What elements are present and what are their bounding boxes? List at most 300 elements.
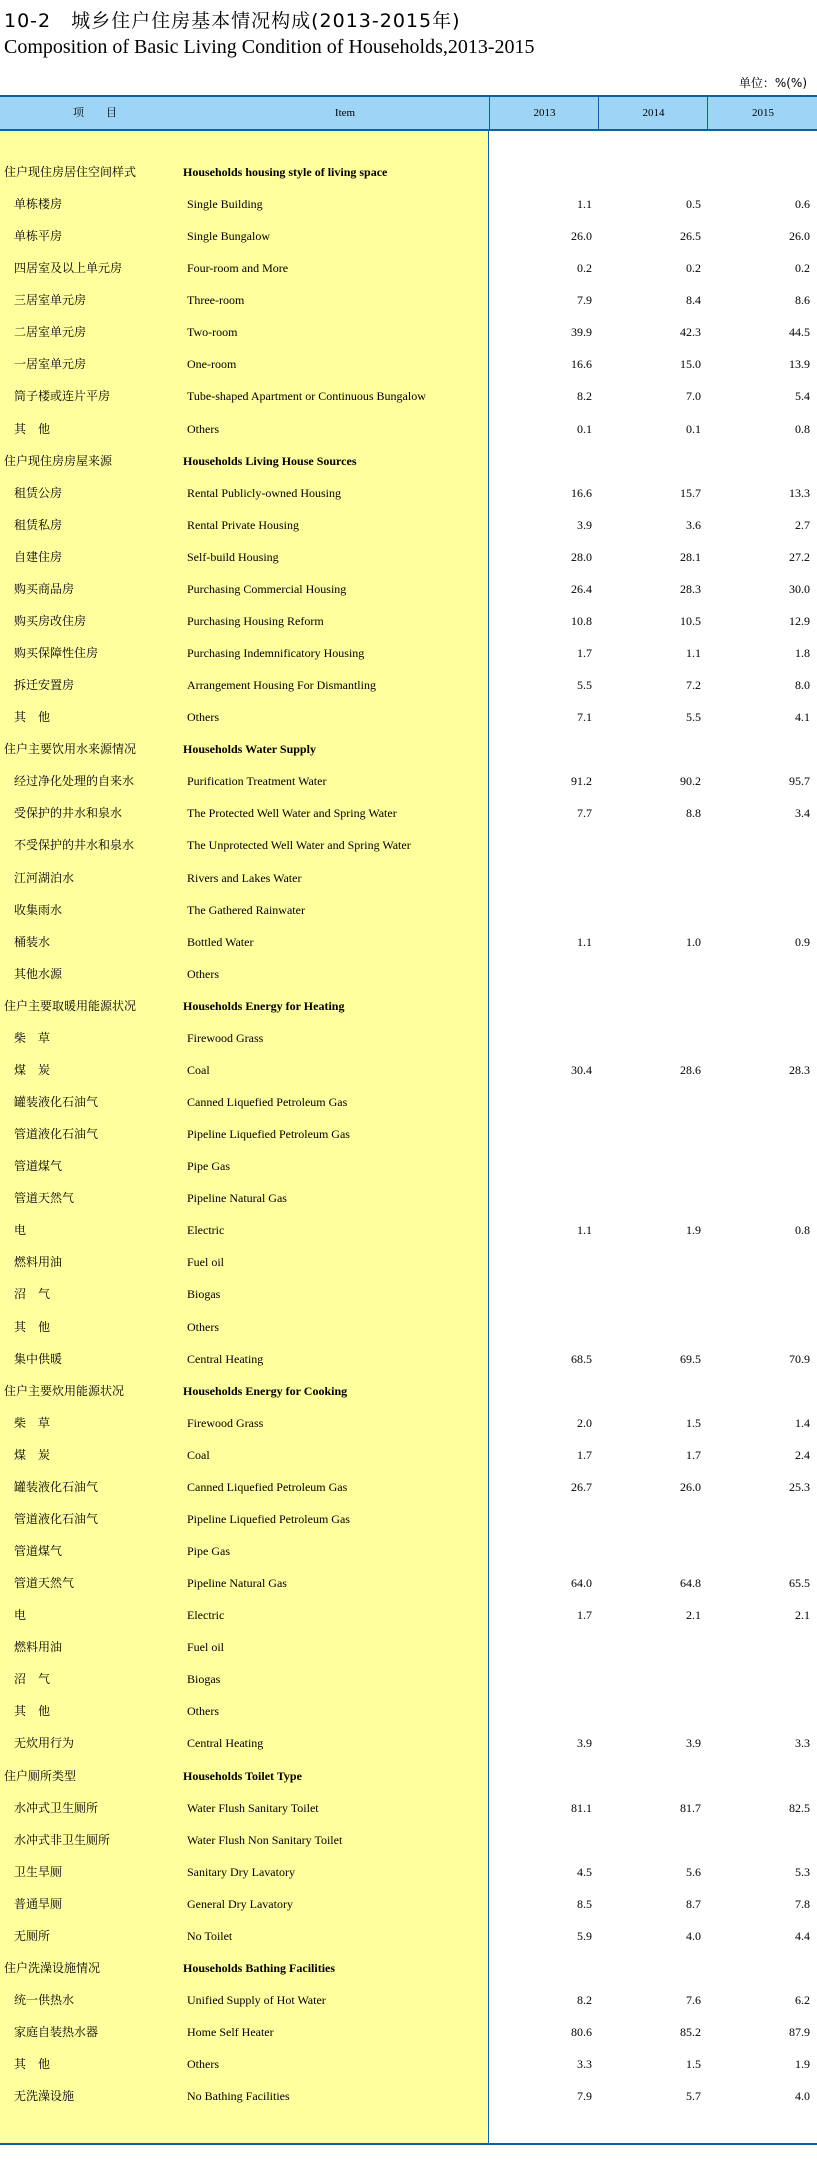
table-row [0,1118,817,1150]
value-2015: 25.3 [789,1479,810,1494]
value-2013: 26.4 [571,581,592,596]
value-2014: 7.6 [686,1992,701,2007]
item-cn: 燃料用油 [14,1255,63,1270]
table-row [0,829,817,861]
item-en: Central Heating [187,1736,264,1751]
item-cn: 管道煤气 [14,1159,63,1174]
item-cn: 不受保护的井水和泉水 [14,838,135,853]
item-cn: 电 [14,1608,27,1623]
table-row [0,284,817,316]
table-row [0,1343,817,1375]
item-en: General Dry Lavatory [187,1896,293,1911]
item-cn: 住户现住房居住空间样式 [4,165,137,179]
value-2015: 8.0 [795,678,810,693]
table-row [0,1824,817,1856]
category-row [0,1375,817,1407]
item-en: Water Flush Sanitary Toilet [187,1800,319,1815]
item-en: Two-room [187,325,238,340]
value-2013: 0.2 [577,261,592,276]
item-cn: 其 他 [14,2057,51,2072]
table-row [0,541,817,573]
item-en: Coal [187,1062,210,1077]
value-2013: 5.5 [577,678,592,693]
item-en: Pipe Gas [187,1544,230,1558]
item-en: Pipeline Natural Gas [187,1576,287,1591]
value-2014: 3.9 [686,1736,701,1751]
value-2014: 5.7 [686,2089,701,2104]
value-2014: 0.5 [686,197,701,212]
item-cn: 江河湖泊水 [14,870,75,885]
value-2015: 30.0 [789,581,810,596]
category-row [0,1952,817,1984]
value-2013: 1.1 [577,197,592,212]
value-2015: 87.9 [789,2025,810,2040]
table-row [0,316,817,348]
value-2013: 5.9 [577,1928,592,1943]
value-2015: 8.6 [795,293,810,308]
table-row [0,894,817,926]
value-2014: 1.5 [686,2057,701,2072]
table-row [0,1407,817,1439]
table-row [0,1503,817,1535]
value-2014: 69.5 [680,1351,701,1366]
title-cn: 10-2 城乡住户住房基本情况构成(2013-2015年) [4,10,461,32]
item-en: Tube-shaped Apartment or Continuous Bungalow [187,389,426,404]
item-cn: 经过净化处理的自来水 [14,774,135,789]
value-2013: 30.4 [571,1062,592,1077]
item-en: Canned Liquefied Petroleum Gas [187,1095,348,1110]
table-row [0,958,817,990]
table-row [0,1535,817,1567]
item-cn: 无厕所 [14,1928,51,1943]
item-en: Three-room [187,293,245,308]
table-row [0,1888,817,1920]
category-row [0,733,817,765]
item-en: Single Bungalow [187,229,270,244]
table-row [0,1054,817,1086]
item-cn: 煤 炭 [14,1062,51,1077]
value-2015: 4.0 [795,2089,810,2104]
table-row [0,477,817,509]
header-item-cn: 项 目 [73,107,117,119]
value-2013: 3.9 [577,517,592,532]
value-2013: 1.7 [577,1608,592,1623]
value-2014: 15.0 [680,357,701,372]
value-2015: 0.8 [795,1223,810,1238]
value-2014: 28.1 [680,549,701,564]
value-2013: 80.6 [571,2025,592,2040]
item-en: Households Living House Sources [183,453,357,468]
table-row [0,1631,817,1663]
item-cn: 煤 炭 [14,1447,51,1462]
value-2013: 26.7 [571,1479,592,1494]
table-row [0,1471,817,1503]
item-cn: 集中供暖 [14,1351,63,1366]
value-2015: 0.2 [795,261,810,276]
item-cn: 租赁公房 [14,485,63,500]
item-en: Canned Liquefied Petroleum Gas [187,1479,348,1494]
item-cn: 租赁私房 [14,517,63,532]
value-2014: 28.3 [680,581,701,596]
item-en: Self-build Housing [187,549,279,564]
item-cn: 住户主要饮用水来源情况 [4,742,137,757]
item-en: Home Self Heater [187,2025,274,2040]
item-cn: 其 他 [14,421,51,436]
value-2013: 1.1 [577,1223,592,1238]
item-cn: 管道煤气 [14,1544,63,1558]
item-en: The Gathered Rainwater [187,902,305,917]
value-2014: 85.2 [680,2025,701,2040]
item-cn: 单栋平房 [14,229,63,244]
item-en: Rivers and Lakes Water [187,870,302,885]
value-2014: 3.6 [686,517,701,532]
table-row [0,926,817,958]
table-row [0,1727,817,1759]
item-en: Households Energy for Cooking [183,1383,348,1398]
table-row [0,1439,817,1471]
value-2014: 8.8 [686,806,701,821]
value-2015: 5.4 [795,389,810,404]
value-2014: 28.6 [680,1062,701,1077]
table-row [0,765,817,797]
header-year-2014: 2014 [598,97,708,129]
item-cn: 受保护的井水和泉水 [14,806,123,821]
value-2013: 8.2 [577,389,592,404]
value-2013: 39.9 [571,325,592,340]
table-row [0,1182,817,1214]
item-en: Electric [187,1223,225,1238]
item-en: Firewood Grass [187,1415,264,1430]
item-cn: 拆迁安置房 [14,678,75,693]
value-2014: 81.7 [680,1800,701,1815]
item-cn: 筒子楼或连片平房 [14,389,111,404]
item-cn: 沼 气 [14,1287,51,1302]
value-2015: 95.7 [789,774,810,789]
value-2015: 0.8 [795,421,810,436]
table-row [0,348,817,380]
category-row [0,156,817,188]
value-2014: 1.5 [686,1415,701,1430]
table-row [0,413,817,445]
value-2013: 0.1 [577,421,592,436]
item-cn: 购买保障性住房 [14,646,99,661]
table-row [0,188,817,220]
value-2013: 1.1 [577,934,592,949]
table-row [0,1246,817,1278]
item-cn: 管道液化石油气 [14,1511,99,1526]
item-cn: 购买房改住房 [14,613,87,628]
item-cn: 其他水源 [14,966,63,981]
item-en: Households housing style of living space [183,165,388,179]
header-year-2013: 2013 [489,97,599,129]
item-cn: 无洗澡设施 [14,2089,75,2104]
value-2015: 12.9 [789,613,810,628]
table-row [0,1214,817,1246]
item-en: Households Water Supply [183,742,316,757]
value-2015: 0.6 [795,197,810,212]
value-2014: 1.7 [686,1447,701,1462]
table-row [0,1599,817,1631]
value-2015: 82.5 [789,1800,810,1815]
item-en: Fuel oil [187,1640,225,1655]
table-row [0,1663,817,1695]
item-en: Fuel oil [187,1255,225,1270]
item-cn: 管道天然气 [14,1191,75,1206]
item-en: Firewood Grass [187,1030,264,1045]
value-2013: 4.5 [577,1864,592,1879]
item-cn: 住户洗澡设施情况 [4,1960,101,1975]
table-row [0,1792,817,1824]
table-row [0,573,817,605]
table-row [0,1695,817,1727]
unit-label: 单位：%(%) [738,76,807,90]
item-en: Purification Treatment Water [187,774,327,789]
value-2014: 42.3 [680,325,701,340]
category-row [0,990,817,1022]
value-2014: 7.2 [686,678,701,693]
value-2015: 27.2 [789,549,810,564]
table-header [0,95,817,131]
item-cn: 其 他 [14,1319,51,1334]
value-2013: 16.6 [571,357,592,372]
item-cn: 柴 草 [14,1030,51,1045]
item-en: One-room [187,357,237,372]
item-cn: 电 [14,1223,27,1238]
table-row [0,1984,817,2016]
item-en: Bottled Water [187,934,254,949]
table-row [0,605,817,637]
item-en: Rental Private Housing [187,517,299,532]
table-row [0,220,817,252]
value-2015: 70.9 [789,1351,810,1366]
value-2015: 1.8 [795,646,810,661]
item-en: Pipeline Liquefied Petroleum Gas [187,1127,350,1142]
value-2013: 2.0 [577,1415,592,1430]
item-en: Unified Supply of Hot Water [187,1992,326,2007]
item-cn: 无炊用行为 [14,1736,75,1751]
value-2015: 4.1 [795,710,810,725]
value-2014: 8.7 [686,1896,701,1911]
value-2015: 65.5 [789,1576,810,1591]
item-en: Arrangement Housing For Dismantling [187,678,376,693]
table-row [0,380,817,412]
item-en: Rental Publicly-owned Housing [187,485,341,500]
item-cn: 住户主要炊用能源状况 [4,1383,125,1398]
table-bottom-rule [0,2143,817,2145]
item-en: Purchasing Housing Reform [187,613,324,628]
item-en: Others [187,2057,219,2072]
value-2015: 2.1 [795,1608,810,1623]
table-row [0,1278,817,1310]
value-2015: 1.4 [795,1415,810,1430]
item-en: Biogas [187,1287,221,1302]
value-2013: 28.0 [571,549,592,564]
item-cn: 单栋楼房 [14,197,63,212]
item-cn: 普通旱厕 [14,1896,63,1911]
item-en: Others [187,1704,219,1719]
item-cn: 家庭自装热水器 [14,2025,99,2040]
item-cn: 自建住房 [14,549,63,564]
item-en: Single Building [187,197,263,212]
item-en: Others [187,966,219,981]
table-row [0,1311,817,1343]
table-row [0,637,817,669]
value-2015: 5.3 [795,1864,810,1879]
value-2015: 7.8 [795,1896,810,1911]
item-cn: 三居室单元房 [14,293,87,308]
value-2015: 28.3 [789,1062,810,1077]
item-cn: 四居室及以上单元房 [14,261,123,276]
value-2014: 90.2 [680,774,701,789]
item-en: Central Heating [187,1351,264,1366]
header-item-en: Item [334,107,356,119]
item-cn: 其 他 [14,1704,51,1719]
item-en: Electric [187,1608,225,1623]
table-row [0,1022,817,1054]
value-2013: 68.5 [571,1351,592,1366]
value-2014: 5.5 [686,710,701,725]
value-2013: 7.1 [577,710,592,725]
title-en: Composition of Basic Living Condition of Households,2013-2015 [4,36,535,58]
item-cn: 沼 气 [14,1672,51,1687]
item-en: Four-room and More [187,261,289,276]
value-2014: 1.1 [686,646,701,661]
value-2014: 5.6 [686,1864,701,1879]
value-2014: 26.0 [680,1479,701,1494]
item-cn: 管道液化石油气 [14,1127,99,1142]
table-row [0,1150,817,1182]
table-row [0,701,817,733]
item-cn: 二居室单元房 [14,325,87,340]
item-cn: 购买商品房 [14,581,75,596]
item-en: Water Flush Non Sanitary Toilet [187,1832,343,1847]
item-cn: 卫生旱厕 [14,1864,63,1879]
value-2013: 3.3 [577,2057,592,2072]
item-cn: 其 他 [14,710,51,725]
item-cn: 住户现住房房屋来源 [4,453,113,468]
table-row [0,1086,817,1118]
value-2015: 13.9 [789,357,810,372]
value-2013: 81.1 [571,1800,592,1815]
item-en: The Unprotected Well Water and Spring Water [187,838,411,853]
value-2015: 13.3 [789,485,810,500]
item-cn: 水冲式非卫生厕所 [14,1832,111,1847]
value-2014: 10.5 [680,613,701,628]
value-2013: 7.9 [577,293,592,308]
item-en: Households Energy for Heating [183,998,345,1013]
item-cn: 桶装水 [14,934,51,949]
value-2014: 64.8 [680,1576,701,1591]
item-en: Coal [187,1447,210,1462]
value-2013: 7.7 [577,806,592,821]
table-row [0,2080,817,2112]
value-2014: 1.0 [686,934,701,949]
value-2014: 0.2 [686,261,701,276]
value-2013: 10.8 [571,613,592,628]
item-en: Biogas [187,1672,221,1687]
item-en: Pipeline Liquefied Petroleum Gas [187,1511,350,1526]
item-cn: 柴 草 [14,1415,51,1430]
value-2015: 2.7 [795,517,810,532]
item-en: Pipe Gas [187,1159,230,1174]
table-row [0,862,817,894]
item-en: Households Toilet Type [183,1768,302,1783]
item-cn: 住户主要取暖用能源状况 [4,998,137,1013]
value-2014: 7.0 [686,389,701,404]
value-2014: 26.5 [680,229,701,244]
item-en: No Bathing Facilities [187,2089,290,2104]
table-row [0,1856,817,1888]
item-cn: 罐装液化石油气 [14,1095,99,1110]
value-2015: 0.9 [795,934,810,949]
item-cn: 罐装液化石油气 [14,1479,99,1494]
value-2013: 1.7 [577,646,592,661]
item-en: No Toilet [187,1928,233,1943]
category-row [0,1760,817,1792]
value-2015: 4.4 [795,1928,810,1943]
table-row [0,669,817,701]
value-2013: 64.0 [571,1576,592,1591]
value-2015: 3.4 [795,806,810,821]
item-en: Others [187,710,219,725]
table-row [0,2016,817,2048]
item-cn: 水冲式卫生厕所 [14,1800,99,1815]
item-en: Purchasing Indemnificatory Housing [187,646,365,661]
item-cn: 收集雨水 [14,902,63,917]
item-cn: 住户厕所类型 [4,1768,77,1783]
item-en: Pipeline Natural Gas [187,1191,287,1206]
value-2013: 8.5 [577,1896,592,1911]
value-2014: 4.0 [686,1928,701,1943]
value-2013: 16.6 [571,485,592,500]
item-cn: 燃料用油 [14,1640,63,1655]
table-row [0,252,817,284]
value-2013: 3.9 [577,1736,592,1751]
item-cn: 一居室单元房 [14,357,87,372]
item-en: Sanitary Dry Lavatory [187,1864,295,1879]
value-2015: 44.5 [789,325,810,340]
value-2014: 1.9 [686,1223,701,1238]
value-2014: 8.4 [686,293,701,308]
table-row [0,509,817,541]
item-en: Others [187,1319,219,1334]
table-row [0,797,817,829]
value-2015: 6.2 [795,1992,810,2007]
table-row [0,2048,817,2080]
value-2013: 7.9 [577,2089,592,2104]
value-2014: 0.1 [686,421,701,436]
value-2013: 91.2 [571,774,592,789]
value-2013: 1.7 [577,1447,592,1462]
table-row [0,1920,817,1952]
value-2013: 26.0 [571,229,592,244]
value-2013: 8.2 [577,1992,592,2007]
value-2015: 2.4 [795,1447,810,1462]
item-en: Households Bathing Facilities [183,1960,336,1975]
item-en: Others [187,421,219,436]
value-2015: 26.0 [789,229,810,244]
category-row [0,445,817,477]
value-2015: 3.3 [795,1736,810,1751]
item-en: The Protected Well Water and Spring Water [187,806,397,821]
item-cn: 管道天然气 [14,1576,75,1591]
item-en: Purchasing Commercial Housing [187,581,347,596]
table-row [0,1567,817,1599]
item-cn: 统一供热水 [14,1992,75,2007]
header-year-2015: 2015 [707,97,817,129]
value-2014: 15.7 [680,485,701,500]
value-2014: 2.1 [686,1608,701,1623]
